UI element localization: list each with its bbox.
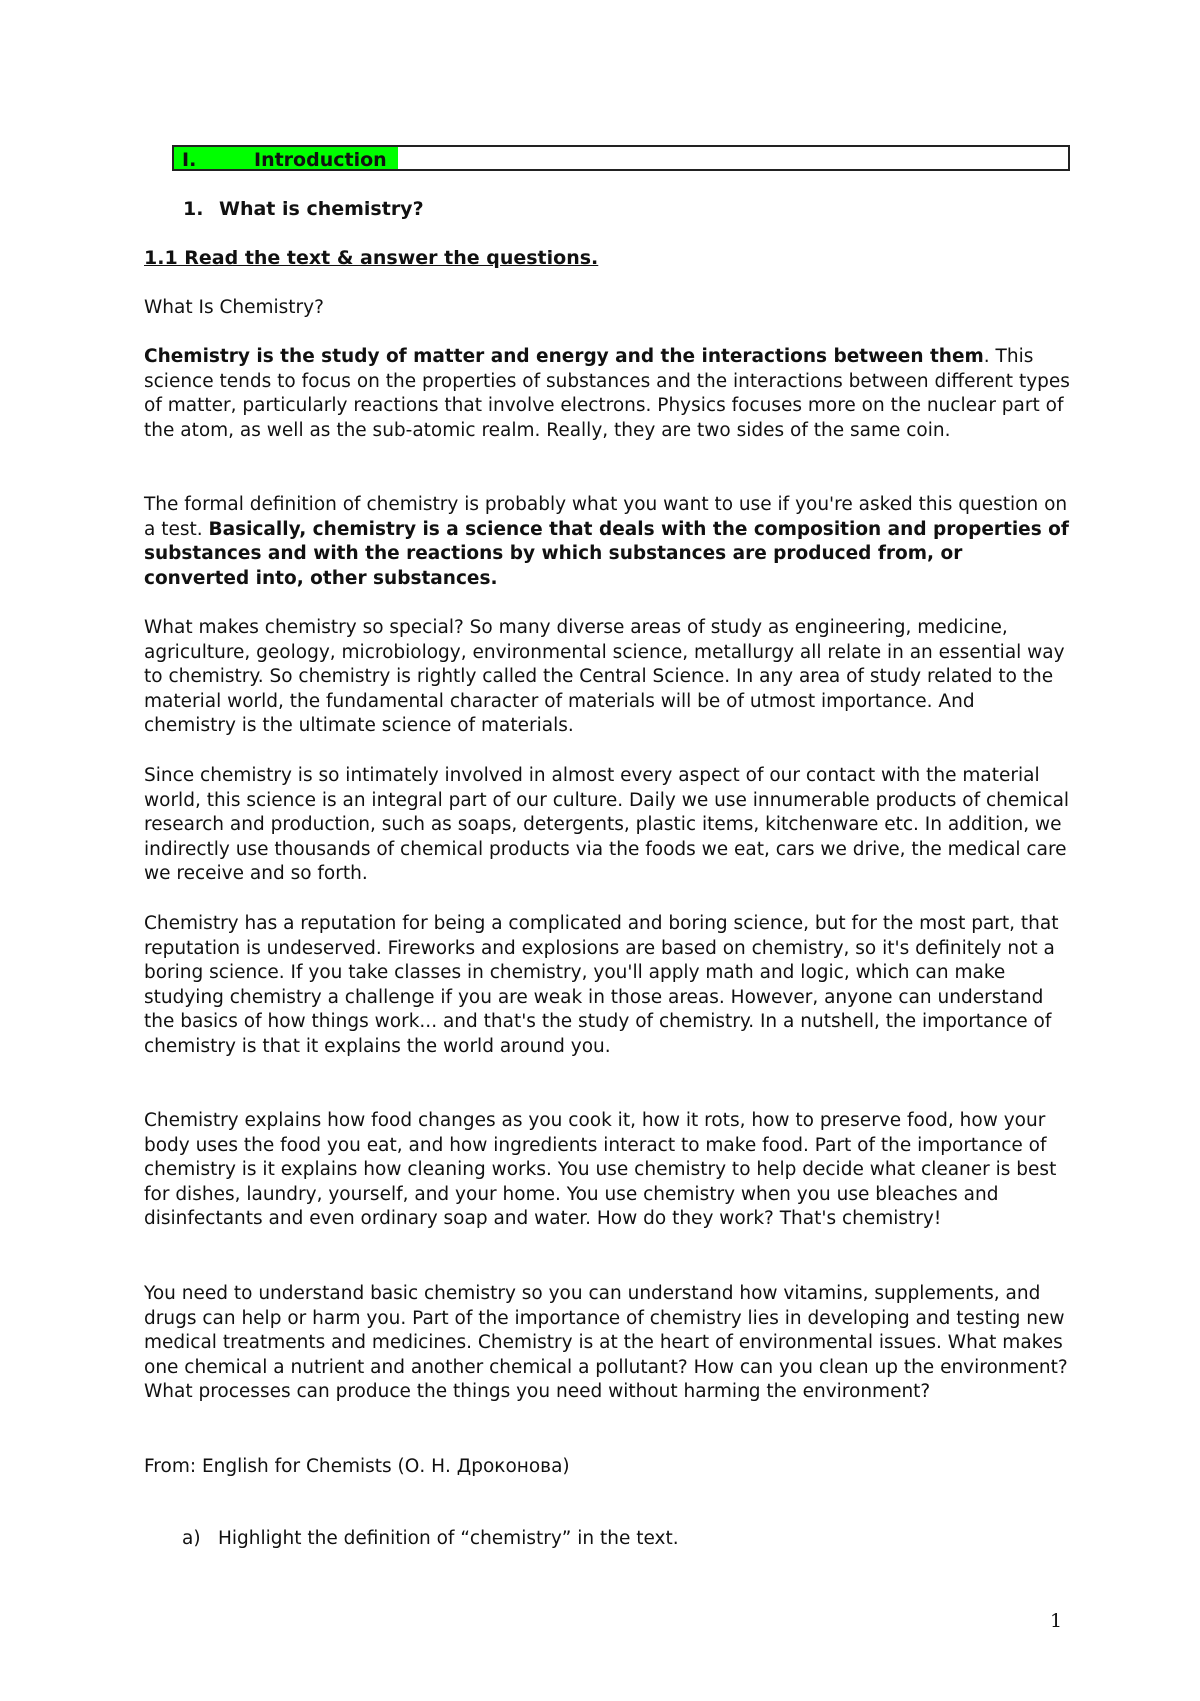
paragraph-4: Since chemistry is so intimately involved in almost every aspect of our contact with the material world, this science is an integral part of our culture. Daily we use innumerable products of chemical research and production, such as soaps, detergents, plastic items, kitchenware etc. In addition, we indirectly use thousands of chemical products via the foods we eat, cars we drive, the medical care we receive and so forth. — [144, 765, 1070, 885]
subsection-title: What is chemistry? — [219, 198, 424, 220]
subsection-heading — [183, 198, 424, 220]
paragraph-7: You need to understand basic chemistry so you can understand how vitamins, supplements, and drugs can help or harm you. Part of the importance of chemistry lies in developing and testing new medical treatments and medicines. Chemistry is at the heart of environmental issues. What makes one chemical a nutrient and another chemical a pollutant? How can you clean up the environment? What processes can produce the things you need without harming the environment? — [144, 1283, 1068, 1403]
question-text: Highlight the definition of “chemistry” in the text. — [218, 1528, 679, 1549]
paragraph-1 — [144, 345, 1070, 443]
paragraph-2-definition: Basically, chemistry is a science that deals with the composition and properties of substances and with the reactions by which substances are produced from, or converted into, other substances. — [144, 518, 1069, 589]
section-heading-box — [172, 145, 1070, 171]
subsection-number: 1. — [183, 198, 204, 220]
section-title: Introduction — [254, 149, 387, 171]
paragraph-2 — [144, 493, 1070, 591]
question-item — [182, 1528, 679, 1549]
article-title: What Is Chemistry? — [144, 297, 324, 318]
question-letter: a) — [182, 1528, 201, 1549]
page-number: 1 — [1050, 1610, 1063, 1632]
paragraph-3: What makes chemistry so special? So many diverse areas of study as engineering, medicine, agriculture, geology, microbiology, environmental science, metallurgy all relate in an essential way to chemistry. So chemistry is rightly called the Central Science. In any area of study related to the material world, the fundamental character of materials will be of utmost importance. And chemistry is the ultimate science of materials. — [144, 617, 1065, 737]
section-number: I. — [182, 149, 197, 171]
paragraph-1-rest: . This science tends to focus on the properties of substances and the interactions between different types of matter, particularly reactions that involve electrons. Physics focuses more on the nuclear part of the atom, as well as the sub-atomic realm. Really, they are two sides of the same coin. — [144, 346, 1070, 441]
source-citation: From: English for Chemists (О. Н. Дроконова) — [144, 1456, 570, 1477]
task-heading: 1.1 Read the text & answer the questions. — [144, 247, 599, 269]
paragraph-6: Chemistry explains how food changes as you cook it, how it rots, how to preserve food, how your body uses the food you eat, and how ingredients interact to make food. Part of the importance of chemistry is it explains how cleaning works. You use chemistry to help decide what cleaner is best for dishes, laundry, yourself, and your home. You use chemistry when you use bleaches and disinfectants and even ordinary soap and water. How do they work? That's chemistry! — [144, 1110, 1057, 1230]
paragraph-1-bold: Chemistry is the study of matter and energy and the interactions between them — [144, 346, 984, 367]
paragraph-2-start: The formal definition of chemistry is probably what you want to use if you're asked this question on a test. — [144, 494, 1068, 540]
paragraph-5: Chemistry has a reputation for being a complicated and boring science, but for the most part, that reputation is undeserved. Fireworks and explosions are based on chemistry, so it's definitely not a boring science. If you take classes in chemistry, you'll apply math and logic, which can make studying chemistry a challenge if you are weak in those areas. However, anyone can understand the basics of how things work... and that's the study of chemistry. In a nutshell, the importance of chemistry is that it explains the world around you. — [144, 913, 1059, 1057]
